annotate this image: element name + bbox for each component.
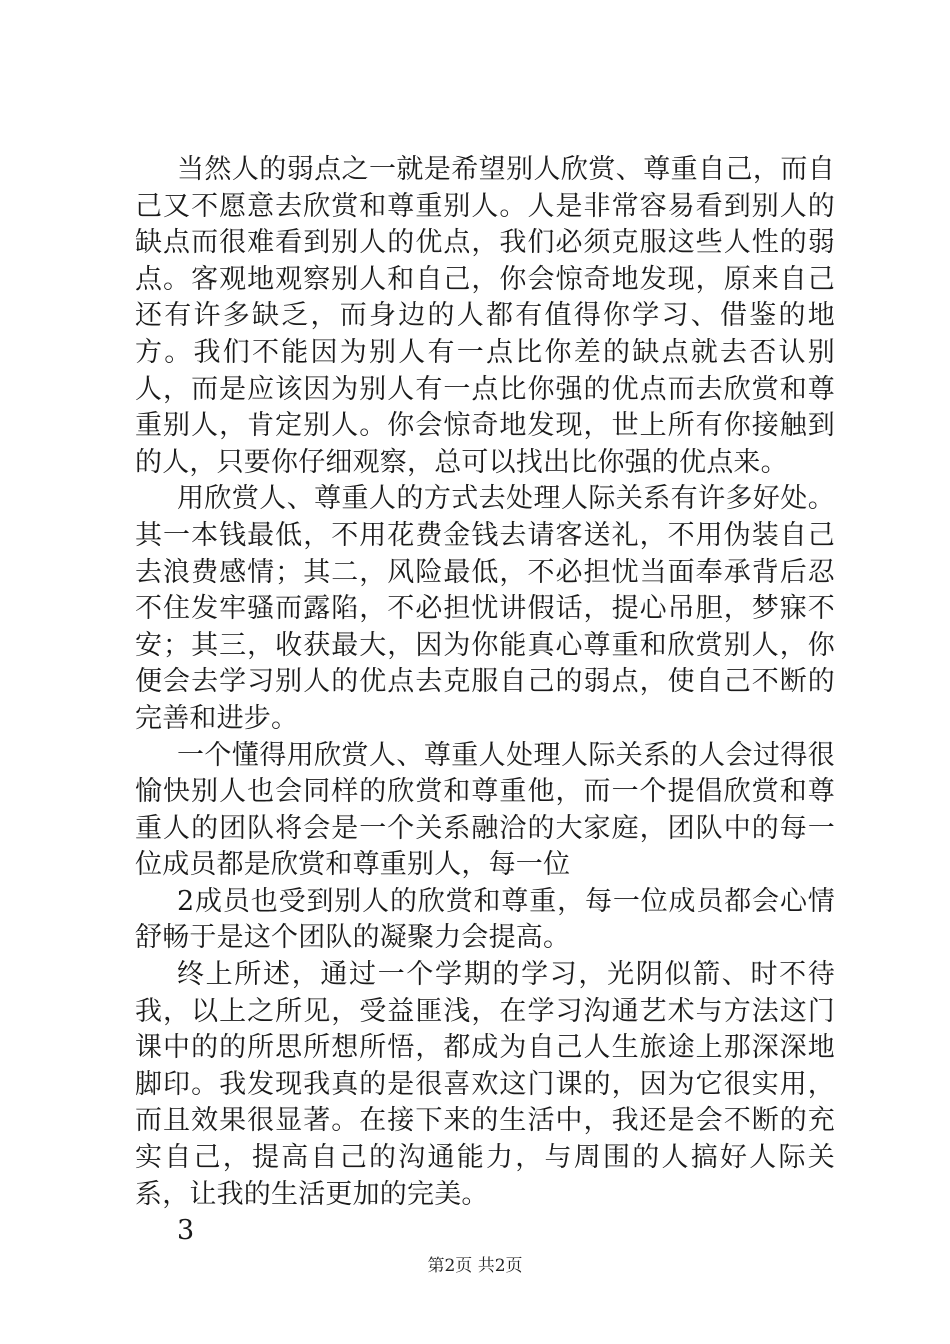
paragraph-2: 用欣赏人、尊重人的方式去处理人际关系有许多好处。其一本钱最低，不用花费金钱去请客送礼，不用伪装自己去浪费感情；其二，风险最低，不必担忧当面奉承背后忍不住发牢骚而露陷，不必担忧讲假话，提心吊胆，梦寐不安；其三，收获最大，因为你能真心尊重和欣赏别人，你便会去学习别人的优点去克服自己的弱点，使自己不断的完善和进步。 [135, 483, 835, 734]
paragraph-1: 当然人的弱点之一就是希望别人欣赏、尊重自己，而自己又不愿意去欣赏和尊重别人。人是非常容易看到别人的缺点而很难看到别人的优点，我们必须克服这些人性的弱点。客观地观察别人和自己，你会惊奇地发现，原来自己还有许多缺乏，而身边的人都有值得你学习、借鉴的地方。我们不能因为别人有一点比你差的缺点就去否认别人，而是应该因为别人有一点比你强的优点而去欣赏和尊重别人，肯定别人。你会惊奇地发现，世上所有你接触到的人，只要你仔细观察，总可以找出比你强的优点来。 [135, 154, 835, 478]
paragraph-5: 终上所述，通过一个学期的学习，光阴似箭、时不待我，以上之所见，受益匪浅，在学习沟通艺术与方法这门课中的的所思所想所悟，都成为自己人生旅途上那深深地脚印。我发现我真的是很喜欢这门课的，因为它很实用，而且效果很显著。在接下来的生活中，我还是会不断的充实自己，提高自己的沟通能力，与周围的人搞好人际关系，让我的生活更加的完美。 [135, 959, 835, 1210]
paragraph-3: 一个懂得用欣赏人、尊重人处理人际关系的人会过得很愉快别人也会同样的欣赏和尊重他，而一个提倡欣赏和尊重人的团队将会是一个关系融洽的大家庭，团队中的每一位成员都是欣赏和尊重别人，每一位 [135, 739, 835, 881]
page-footer: 第2页 共2页 [427, 1256, 523, 1276]
paragraph-6: 3 [177, 1215, 195, 1247]
document-body [135, 152, 835, 1250]
paragraph-4: 2成员也受到别人的欣赏和尊重，每一位成员都会心情舒畅于是这个团队的凝聚力会提高。 [135, 885, 835, 954]
